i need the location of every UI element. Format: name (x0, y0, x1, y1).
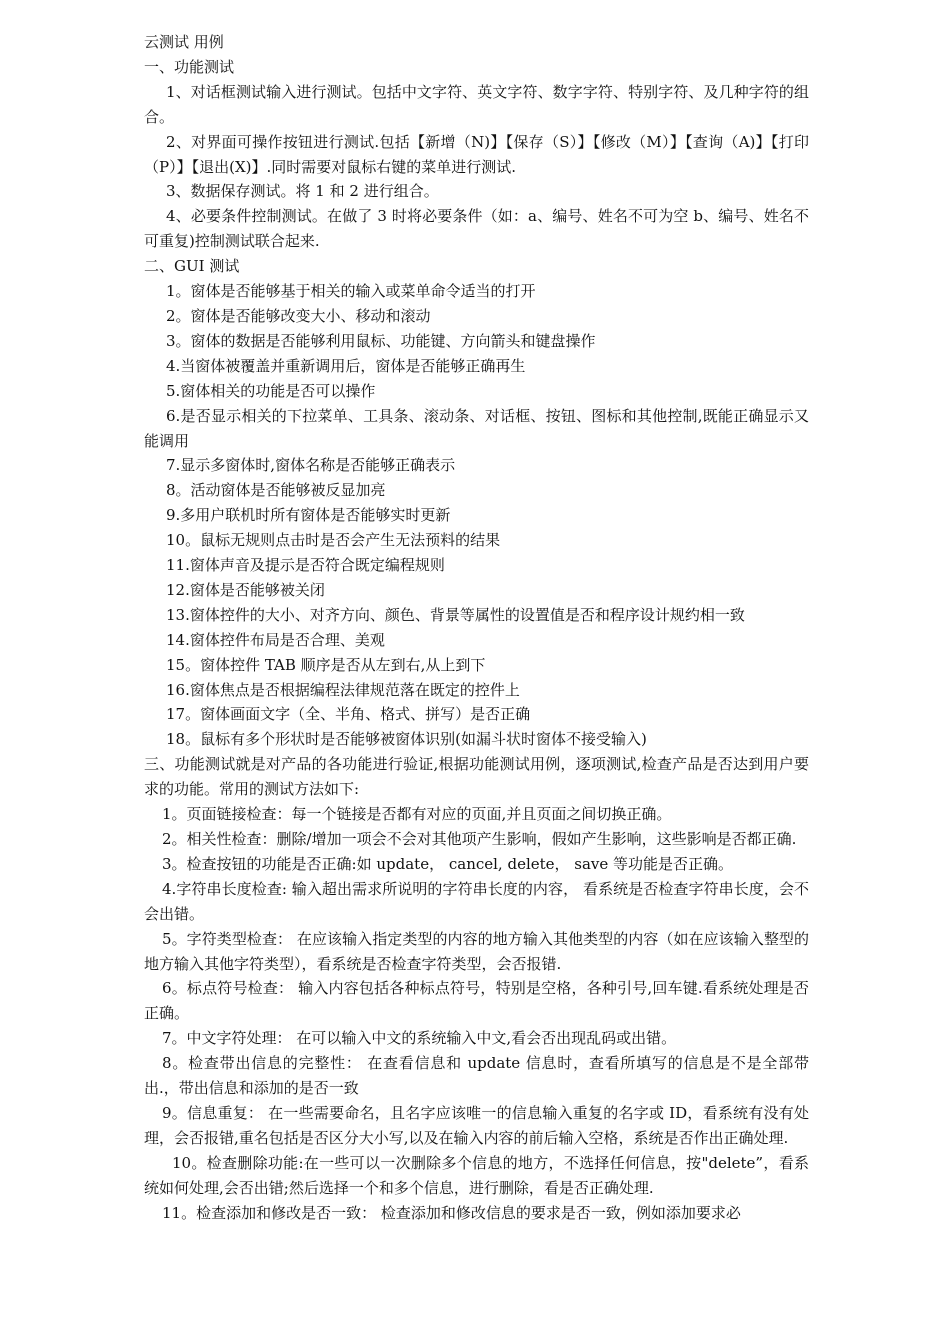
list-item: 12.窗体是否能够被关闭 (166, 580, 325, 599)
document-body (144, 30, 809, 1226)
list-item: 13.窗体控件的大小、对齐方向、颜色、背景等属性的设置值是否和程序设计规约相一致 (166, 605, 745, 624)
list-item: 2。相关性检查：删除/增加一项会不会对其他项产生影响，假如产生影响，这些影响是否都正确. (162, 830, 797, 848)
list-item: 3、数据保存测试。将 1 和 2 进行组合。 (166, 182, 439, 201)
list-item: 16.窗体焦点是否根据编程法律规范落在既定的控件上 (166, 680, 520, 699)
list-item: 9.多用户联机时所有窗体是否能够实时更新 (166, 506, 451, 525)
list-item: 1、对话框测试输入进行测试。包括中文字符、英文字符、数字字符、特别字符、及几种字符的组合。 (144, 82, 809, 126)
list-item: 4.当窗体被覆盖并重新调用后，窗体是否能够正确再生 (166, 356, 526, 375)
list-item: 1。页面链接检查：每一个链接是否都有对应的页面,并且页面之间切换正确。 (162, 805, 672, 824)
list-item: 10。检查删除功能:在一些可以一次删除多个信息的地方，不选择任何信息，按"delete”，看系统如何处理,会否出错;然后选择一个和多个信息，进行删除，看是否正确处理. (144, 1153, 809, 1197)
list-item: 2。窗体是否能够改变大小、移动和滚动 (166, 306, 431, 325)
list-item: 17。窗体画面文字（全、半角、格式、拼写）是否正确 (166, 705, 531, 724)
list-item: 6.是否显示相关的下拉菜单、工具条、滚动条、对话框、按钮、图标和其他控制,既能正确显示又能调用 (144, 406, 809, 450)
list-item: 11.窗体声音及提示是否符合既定编程规则 (166, 556, 445, 575)
list-item: 4.字符串长度检查: 输入超出需求所说明的字符串长度的内容， 看系统是否检查字符串长度，会不会出错。 (144, 879, 809, 923)
list-item: 15。窗体控件 TAB 顺序是否从左到右,从上到下 (166, 655, 486, 674)
list-item: 5.窗体相关的功能是否可以操作 (166, 381, 376, 400)
section-heading-gui: 二、GUI 测试 (144, 257, 240, 276)
list-item: 2、对界面可操作按钮进行测试.包括【新增（N)】【保存（S）】【修改（M）】【查询（A)】【打印（P）】【退出(X)】.同时需要对鼠标右键的菜单进行测试. (144, 132, 809, 176)
list-item: 18。鼠标有多个形状时是否能够被窗体识别(如漏斗状时窗体不接受输入) (166, 730, 647, 749)
list-item: 14.窗体控件布局是否合理、美观 (166, 630, 385, 649)
section-heading-methods: 三、功能测试就是对产品的各功能进行验证,根据功能测试用例，逐项测试,检查产品是否达到用户要求的功能。常用的测试方法如下: (144, 755, 809, 799)
list-item: 9。信息重复： 在一些需要命名，且名字应该唯一的信息输入重复的名字或 ID，看系统有没有处理，会否报错,重名包括是否区分大小写,以及在输入内容的前后输入空格，系统是否作出正确处理. (144, 1103, 809, 1147)
list-item: 8。活动窗体是否能够被反显加亮 (166, 481, 386, 500)
list-item: 8。检查带出信息的完整性： 在查看信息和 update 信息时，查看所填写的信息是不是全部带出.，带出信息和添加的是否一致 (144, 1054, 809, 1098)
list-item: 4、必要条件控制测试。在做了 3 时将必要条件（如：a、编号、姓名不可为空 b、编号、姓名不可重复)控制测试联合起来. (144, 207, 809, 251)
list-item: 1。窗体是否能够基于相关的输入或菜单命令适当的打开 (166, 282, 536, 301)
list-item: 3。窗体的数据是否能够利用鼠标、功能键、方向箭头和键盘操作 (166, 331, 596, 350)
document-title: 云测试 用例 (144, 33, 224, 51)
list-item: 7。中文字符处理： 在可以输入中文的系统输入中文,看会否出现乱码或出错。 (162, 1029, 677, 1048)
list-item: 7.显示多窗体时,窗体名称是否能够正确表示 (166, 456, 456, 475)
list-item: 5。字符类型检查： 在应该输入指定类型的内容的地方输入其他类型的内容（如在应该输入整型的地方输入其他字符类型），看系统是否检查字符类型，会否报错. (144, 929, 809, 973)
list-item: 3。检查按钮的功能是否正确:如 update， cancel, delete， save 等功能是否正确。 (162, 854, 734, 873)
list-item: 6。标点符号检查： 输入内容包括各种标点符号，特别是空格，各种引号,回车键.看系统处理是否正确。 (144, 979, 809, 1023)
list-item: 10。鼠标无规则点击时是否会产生无法预料的结果 (166, 531, 501, 550)
list-item: 11。检查添加和修改是否一致： 检查添加和修改信息的要求是否一致，例如添加要求必 (162, 1203, 741, 1222)
section-heading-functional: 一、功能测试 (144, 57, 235, 76)
